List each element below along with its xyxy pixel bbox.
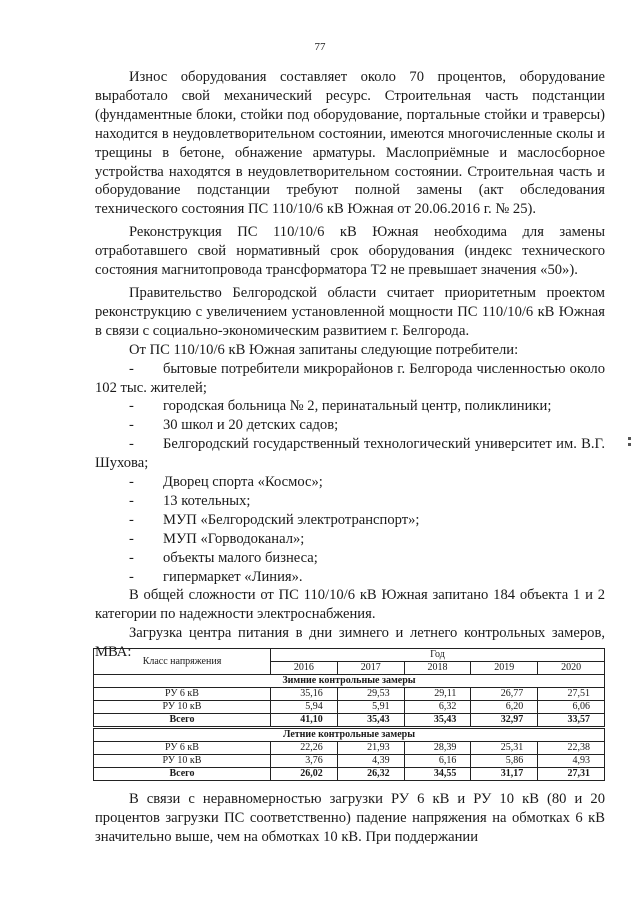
- table-row: РУ 10 кВ 5,94 5,91 6,32 6,20 6,06: [94, 701, 605, 714]
- dash-marker: -: [129, 360, 134, 377]
- year-cell: 2016: [271, 662, 338, 675]
- list-item: - 13 котельных;: [129, 492, 251, 509]
- dash-marker: -: [129, 398, 134, 415]
- year-cell: 2020: [538, 662, 605, 675]
- table-row: РУ 6 кВ 35,16 29,53 29,11 26,77 27,51: [94, 688, 605, 701]
- paragraph-consumers-intro: От ПС 110/10/6 кВ Южная запитаны следующие потребители:: [129, 341, 519, 358]
- paragraph-closing: В связи с неравномерностью загрузки РУ 6 кВ и РУ 10 кВ (80 и 20 процентов загрузки ПС соответственно) падение напряжения на обмотках 6 кВ значительно выше, чем на обмотках 10 кВ. При поддержании: [95, 791, 605, 845]
- dash-marker: -: [129, 511, 134, 528]
- header-year: Год: [271, 649, 605, 662]
- winter-section-row: [94, 675, 605, 688]
- table-row-total: Всего 41,10 35,43 35,43 32,97 33,57: [94, 714, 605, 728]
- dash-marker: -: [129, 530, 134, 547]
- closing-text: [95, 790, 605, 847]
- list-item: - Белгородский государственный технологический университет им. В.Г. Шухова;: [95, 436, 605, 472]
- list-item: - городская больница № 2, перинатальный центр, поликлиники;: [129, 398, 552, 415]
- page-number: 77: [314, 41, 326, 53]
- year-cell: 2017: [337, 662, 404, 675]
- load-table: [93, 648, 605, 781]
- dash-marker: -: [129, 549, 134, 566]
- dash-marker: -: [129, 436, 134, 453]
- table-row: РУ 6 кВ 22,26 21,93 28,39 25,31 22,38: [94, 742, 605, 755]
- list-item: - Дворец спорта «Космос»;: [129, 474, 323, 491]
- dash-marker: -: [129, 568, 134, 585]
- summer-section-row: [94, 728, 605, 742]
- year-cell: 2019: [471, 662, 538, 675]
- dash-marker: -: [129, 417, 134, 434]
- header-voltage-class: Класс напряжения: [94, 649, 271, 675]
- table-row: РУ 10 кВ 3,76 4,39 6,16 5,86 4,93: [94, 755, 605, 768]
- list-item: - объекты малого бизнеса;: [129, 549, 318, 566]
- table-row-total: Всего 26,02 26,32 34,55 31,17 27,31: [94, 768, 605, 781]
- dash-marker: -: [129, 492, 134, 509]
- paragraph-equipment-wear: Износ оборудования составляет около 70 процентов, оборудование выработало свой механический ресурс. Строительная часть подстанции (фундаментные блоки, стойки под оборудование, портальные стойки и траверсы) находится в неудовлетворительном состоянии, имеются многочисленные сколы и трещины в бетоне, обнажение арматуры. Маслоприёмные и маслосборное устройства находятся в неудовлетворительном состоянии. Строительная часть и оборудование подстанции требуют полной замены (акт обследования технического состояния ПС 110/10/6 кВ Южная от 20.06.2016 г. № 25).: [95, 69, 605, 218]
- list-item: - бытовые потребители микрорайонов г. Белгорода численностью около 102 тыс. жителей;: [95, 360, 605, 396]
- paragraph-table-intro: Загрузка центра питания в дни зимнего и летнего контрольных замеров, МВА:: [95, 625, 605, 661]
- summer-section-label: Летние контрольные замеры: [94, 728, 605, 742]
- winter-section-label: Зимние контрольные замеры: [94, 675, 605, 688]
- consumers-list: [95, 360, 605, 587]
- paragraph-government-priority: Правительство Белгородской области считает приоритетным проектом реконструкцию с увеличением установленной мощности ПС 110/10/6 кВ Южная в связи с социально-экономическим развитием г. Белгорода.: [95, 284, 605, 339]
- dash-marker: -: [129, 474, 134, 491]
- list-item: - 30 школ и 20 детских садов;: [129, 417, 339, 434]
- year-cell: 2018: [404, 662, 471, 675]
- list-item: - МУП «Горводоканал»;: [129, 530, 305, 547]
- paragraph-reconstruction-need: Реконструкция ПС 110/10/6 кВ Южная необходима для замены отработавшего свой нормативный срок оборудования (индекс технического состояния магнитопровода трансформатора Т2 не превышает значения «50»).: [95, 224, 605, 279]
- list-item: - гипермаркет «Линия».: [129, 568, 303, 585]
- paragraph-summary: В общей сложности от ПС 110/10/6 кВ Южная запитано 184 объекта 1 и 2 категории по надежности электроснабжения.: [95, 587, 605, 623]
- scan-marks: [628, 434, 634, 454]
- list-item: - МУП «Белгородский электротранспорт»;: [129, 511, 420, 528]
- body-text: [95, 68, 605, 662]
